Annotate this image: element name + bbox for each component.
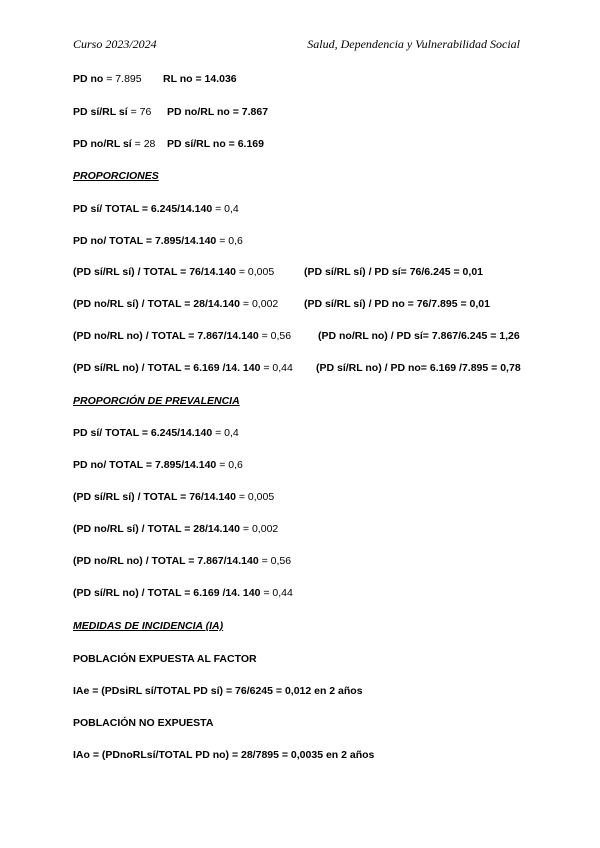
section-heading bbox=[73, 170, 159, 182]
text-line bbox=[73, 491, 274, 503]
formula-text: PD no/ TOTAL = 7.895/14.140 bbox=[73, 235, 217, 247]
text-line bbox=[73, 330, 520, 342]
section-heading bbox=[73, 620, 223, 632]
result-text: = 0,78 bbox=[488, 362, 521, 374]
result-text: = 0,01 bbox=[450, 266, 483, 278]
formula-text: POBLACIÓN NO EXPUESTA bbox=[73, 717, 214, 729]
result-text: = 0,002 bbox=[240, 298, 279, 310]
header-subject: Salud, Dependencia y Vulnerabilidad Social bbox=[307, 37, 520, 51]
result-text: = 0,005 bbox=[235, 491, 275, 503]
text-line bbox=[73, 298, 490, 310]
text-line bbox=[73, 523, 278, 535]
header-course: Curso 2023/2024 bbox=[73, 37, 157, 51]
text-line bbox=[73, 73, 237, 85]
formula-text: (PD sí/RL no) / PD no= 6.169 /7.895 = 0,78 bbox=[316, 362, 521, 374]
text-line bbox=[73, 749, 374, 761]
text-line bbox=[73, 235, 243, 247]
text-line bbox=[73, 266, 483, 278]
result-text: = 14.036 bbox=[192, 73, 237, 85]
result-text: = 0,005 bbox=[235, 266, 275, 278]
result-text: = 0,4 bbox=[212, 203, 239, 215]
formula-text: RL no = 14.036 bbox=[163, 73, 237, 85]
formula-text: PD sí/RL no = 6.169 bbox=[167, 138, 264, 150]
formula-text: (PD no/RL no) / TOTAL = 7.867/14.140 bbox=[73, 330, 259, 342]
formula-text: (PD no/RL no) / TOTAL = 7.867/14.140 bbox=[73, 555, 259, 567]
text-line bbox=[73, 459, 243, 471]
result-text: = 0,44 bbox=[260, 362, 293, 374]
formula-text: (PD sí/RL sí) / PD sí= 76/6.245 = 0,01 bbox=[304, 266, 483, 278]
formula-text: PD sí/ TOTAL = 6.245/14.140 bbox=[73, 203, 213, 215]
formula-text: (PD sí/RL no) / TOTAL = 6.169 /14. 140 bbox=[73, 587, 261, 599]
section-heading bbox=[73, 395, 240, 407]
formula-text: IAo = (PDnoRLsí/TOTAL PD no) = 28/7895 = 0,0035 en 2 años bbox=[73, 749, 375, 761]
formula-text: (PD sí/RL sí) / PD no = 76/7.895 = 0,01 bbox=[304, 298, 490, 310]
result-text: = 0,01 bbox=[457, 298, 490, 310]
formula-text: PD no/ TOTAL = 7.895/14.140 bbox=[73, 459, 217, 471]
result-text: = 0,4 bbox=[212, 427, 239, 439]
result-text: = 7.867 bbox=[229, 106, 269, 118]
formula-text: (PD no/RL no) / PD sí= 7.867/6.245 = 1,26 bbox=[318, 330, 520, 342]
formula-text: (PD sí/RL sí) / TOTAL = 76/14.140 bbox=[73, 266, 236, 278]
result-text: = 0,6 bbox=[216, 459, 243, 471]
section-heading-text: PROPORCIONES bbox=[73, 170, 159, 182]
text-line bbox=[73, 362, 521, 374]
result-text: = 0,6 bbox=[216, 235, 243, 247]
text-line bbox=[73, 685, 363, 697]
result-text: = 1,26 bbox=[487, 330, 520, 342]
section-heading-text: MEDIDAS DE INCIDENCIA (IA) bbox=[73, 620, 224, 632]
text-line bbox=[73, 203, 239, 215]
formula-text: (PD no/RL sí) / TOTAL = 28/14.140 bbox=[73, 523, 240, 535]
result-text: = 0,002 bbox=[240, 523, 279, 535]
text-line bbox=[73, 555, 291, 567]
text-line bbox=[73, 106, 269, 118]
formula-text: (PD sí/RL no) / TOTAL = 6.169 /14. 140 bbox=[73, 362, 261, 374]
text-line bbox=[73, 587, 293, 599]
formula-text: PD no/RL sí bbox=[73, 138, 132, 150]
text-line bbox=[73, 427, 239, 439]
result-text: = 6.169 bbox=[225, 138, 264, 150]
formula-text: (PD sí/RL sí) / TOTAL = 76/14.140 bbox=[73, 491, 236, 503]
text-line bbox=[73, 717, 213, 729]
result-text: = 0,56 bbox=[258, 555, 292, 567]
result-text: = 7.895 bbox=[103, 73, 142, 85]
formula-text: PD no bbox=[73, 73, 104, 85]
formula-text: POBLACIÓN EXPUESTA AL FACTOR bbox=[73, 653, 257, 665]
formula-text: (PD no/RL sí) / TOTAL = 28/14.140 bbox=[73, 298, 240, 310]
formula-text: IAe = (PDsiRL sí/TOTAL PD sí) = 76/6245 = 0,012 en 2 años bbox=[73, 685, 363, 697]
section-heading-text: PROPORCIÓN DE PREVALENCIA bbox=[73, 395, 240, 407]
formula-text: PD sí/ TOTAL = 6.245/14.140 bbox=[73, 427, 213, 439]
result-text: = 76 bbox=[127, 106, 152, 118]
formula-text: PD sí/RL sí bbox=[73, 106, 128, 118]
text-line bbox=[73, 138, 264, 150]
result-text: = 0,44 bbox=[260, 587, 293, 599]
text-line bbox=[73, 653, 257, 665]
result-text: = 28 bbox=[131, 138, 156, 150]
result-text: = 0,56 bbox=[258, 330, 292, 342]
formula-text: PD no/RL no = 7.867 bbox=[167, 106, 269, 118]
